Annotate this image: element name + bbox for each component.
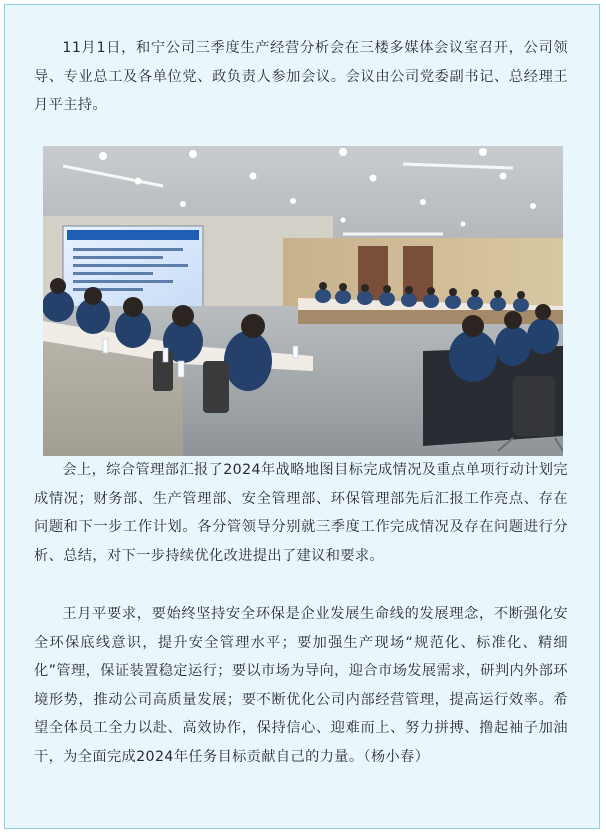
paragraph-requirements: 王月平要求，要始终坚持安全环保是企业发展生命线的发展理念，不断强化安全环保底线意识，提升安全管理水平；要加强生产现场“规范化、标准化、精细化”管理，保证装置稳定运行；要以市场为导向，迎合市场发展需求，研判内外部环境形势，推动公司高质量发展；要不断优化公司内部经营管理，提高运行效率。希望全体员工全力以赴、高效协作，保持信心、迎难而上、努力拼搏、撸起袖子加油干，为全面完成2024年任务目标贡献自己的力量。（杨小春）: [34, 606, 568, 765]
paragraph-intro: 11月1日，和宁公司三季度生产经营分析会在三楼多媒体会议室召开，公司领导、专业总工及各单位党、政负责人参加会议。会议由公司党委副书记、总经理王月平主持。: [34, 40, 568, 114]
paragraph-meeting-reports: 会上，综合管理部汇报了2024年战略地图目标完成情况及重点单项行动计划完成情况；财务部、生产管理部、安全管理部、环保管理部先后汇报工作亮点、存在问题和下一步工作计划。各分管领导分别就三季度工作完成情况及存在问题进行分析、总结，对下一步持续优化改进提出了建议和要求。: [34, 462, 568, 564]
meeting-photo: [43, 146, 563, 456]
